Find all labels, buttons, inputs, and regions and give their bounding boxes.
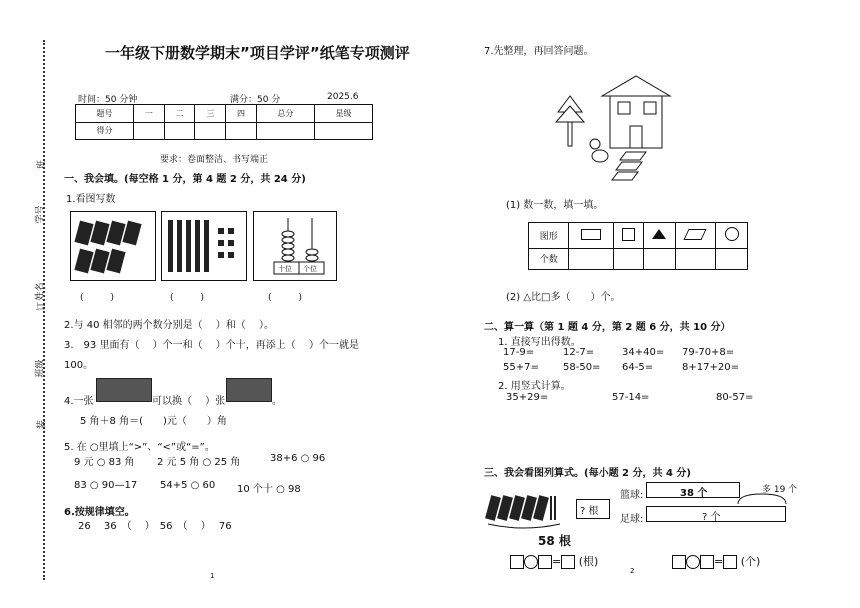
bundles-image <box>71 212 155 280</box>
equation-row-2[interactable]: = (个) <box>672 553 760 569</box>
unknown-label: ? 根 <box>580 506 599 517</box>
score-header: 二 <box>164 105 195 123</box>
sticks-image <box>162 212 246 280</box>
q7-sub2: (2) △比□多（ ）个。 <box>506 292 621 303</box>
shape-count-table <box>528 222 748 270</box>
banknote-image <box>96 378 152 402</box>
full-score: 满分：50 分 <box>230 95 281 105</box>
score-header: 总分 <box>256 105 314 123</box>
calc-item: 12-7= <box>563 347 595 358</box>
compare-item: 38+6 ○ 96 <box>270 453 326 464</box>
picture-bundles <box>70 211 156 281</box>
q6-sequence: 26 36 （ ） 56 （ ） 76 <box>78 521 232 532</box>
q4-text-b: 可以换（ ）张 <box>152 396 226 407</box>
binding-label-id: 学号 <box>35 205 46 224</box>
compare-item: 2 元 5 角 ○ 25 角 <box>157 457 241 468</box>
basketball-value: 38 个 <box>680 488 708 499</box>
stick-bundles-image <box>484 492 564 530</box>
answer-box[interactable] <box>538 555 552 569</box>
binding-label-name: 姓名 <box>35 282 46 301</box>
shape-table-label: 图形 <box>529 223 569 249</box>
q7-sub1: (1) 数一数，填一填。 <box>506 200 604 211</box>
s2-q1-title: 1. 直接写出得数。 <box>498 337 581 348</box>
requirement: 要求：卷面整洁、书写端正 <box>160 155 269 165</box>
q1-title: 1.看图写数 <box>66 194 116 205</box>
time-limit: 时间：50 分钟 <box>78 95 138 105</box>
answer-blank[interactable]: ( ) <box>170 293 205 303</box>
q3-text: 3. 93 里面有（ ）个一和（ ）个十，再添上（ ）个一就是 <box>64 340 359 351</box>
house-tree-bird-image <box>550 72 680 184</box>
picture-sticks <box>161 211 247 281</box>
calc-item: 34+40= <box>622 347 665 358</box>
score-header: 四 <box>226 105 257 123</box>
page-number-2: 2 <box>630 567 635 575</box>
difference-label: 多 19 个 <box>762 485 798 495</box>
score-header: 题号 <box>76 105 134 123</box>
q6-title: 6.按规律填空。 <box>64 507 135 518</box>
answer-box[interactable] <box>561 555 575 569</box>
answer-box[interactable] <box>700 555 714 569</box>
square-icon <box>622 228 635 241</box>
score-header: 星级 <box>314 105 372 123</box>
page-title: 一年级下册数学期末”项目学评”纸笔专项测评 <box>105 44 410 62</box>
score-cell[interactable] <box>195 122 226 140</box>
calc-item: 55+7= <box>503 362 539 373</box>
rectangle-icon <box>581 229 601 240</box>
q7-title: 7.先整理，再回答问题。 <box>484 46 594 57</box>
calc-item: 8+17+20= <box>682 362 739 373</box>
score-cell[interactable] <box>134 122 165 140</box>
calc-item: 17-9= <box>503 347 535 358</box>
answer-box[interactable] <box>510 555 524 569</box>
compare-item: 9 元 ○ 83 角 <box>74 457 135 468</box>
difference-brace <box>736 490 788 506</box>
count-cell[interactable] <box>569 248 614 269</box>
q4-text-c: 。 <box>272 396 282 407</box>
equation-row-1[interactable]: = (根) <box>510 553 598 569</box>
test-date: 2025.6 <box>327 92 359 102</box>
score-table <box>75 104 373 140</box>
binding-label-ding: 订 <box>37 301 48 312</box>
q4-text-a: 4.一张 <box>64 396 94 407</box>
circle-icon <box>725 227 739 241</box>
score-row-label: 得分 <box>76 122 134 140</box>
football-label: 足球: <box>620 514 644 525</box>
section-1-heading: 一、我会填。(每空格 1 分，第 4 题 2 分，共 24 分) <box>64 174 306 185</box>
answer-box[interactable] <box>672 555 686 569</box>
vertical-calc: 57-14= <box>612 392 650 403</box>
answer-blank[interactable]: ( ) <box>80 293 115 303</box>
q5-title: 5. 在 ○里填上“>”、“<”或“=”。 <box>64 442 215 453</box>
count-cell[interactable] <box>716 248 748 269</box>
score-cell[interactable] <box>256 122 314 140</box>
score-header: 一 <box>134 105 165 123</box>
parallelogram-icon <box>684 229 707 240</box>
answer-box[interactable] <box>723 555 737 569</box>
binding-label-zhuang: 装 <box>37 419 48 430</box>
unit-label: (个) <box>740 555 761 568</box>
total-label: 58 根 <box>538 534 571 548</box>
score-cell[interactable] <box>314 122 372 140</box>
compare-item: 10 个十 ○ 98 <box>237 484 301 495</box>
vertical-calc: 35+29= <box>506 392 549 403</box>
operator-circle[interactable] <box>686 555 700 569</box>
compare-item: 54+5 ○ 60 <box>160 480 216 491</box>
unit-label: (根) <box>578 555 599 568</box>
football-value: ? 个 <box>702 512 721 523</box>
abacus-label-tens: 十位 <box>278 265 292 273</box>
q4-line2: 5 角＋8 角＝( )元（ ）角 <box>80 416 227 427</box>
binding-label-class: 班 <box>37 159 48 170</box>
count-cell[interactable] <box>614 248 644 269</box>
vertical-calc: 80-57= <box>716 392 754 403</box>
calc-item: 58-50= <box>563 362 601 373</box>
q3-text-cont: 100。 <box>64 360 94 371</box>
shape-table-label: 个数 <box>529 248 569 269</box>
operator-circle[interactable] <box>524 555 538 569</box>
score-cell[interactable] <box>164 122 195 140</box>
abacus-image <box>254 212 336 280</box>
section-3-heading: 三、我会看图列算式。(每小题 2 分，共 4 分) <box>484 468 691 479</box>
score-cell[interactable] <box>226 122 257 140</box>
s2-q2-title: 2. 用竖式计算。 <box>498 381 571 392</box>
picture-abacus <box>253 211 337 281</box>
q2-text: 2.与 40 相邻的两个数分别是（ ）和（ ）。 <box>64 320 274 331</box>
calc-item: 79-70+8= <box>682 347 735 358</box>
count-cell[interactable] <box>643 248 675 269</box>
count-cell[interactable] <box>675 248 715 269</box>
answer-blank[interactable]: ( ) <box>268 293 303 303</box>
basketball-label: 篮球: <box>620 490 644 501</box>
page-number-1: 1 <box>210 572 215 580</box>
triangle-icon <box>652 229 666 239</box>
binding-label-grade: 班级 <box>35 359 46 378</box>
section-2-heading: 二、算一算（第 1 题 4 分，第 2 题 6 分，共 10 分） <box>484 322 731 333</box>
score-header: 三 <box>195 105 226 123</box>
compare-item: 83 ○ 90—17 <box>74 480 138 491</box>
abacus-label-ones: 个位 <box>303 265 317 273</box>
calc-item: 64-5= <box>622 362 654 373</box>
banknote-image-small <box>226 378 272 402</box>
